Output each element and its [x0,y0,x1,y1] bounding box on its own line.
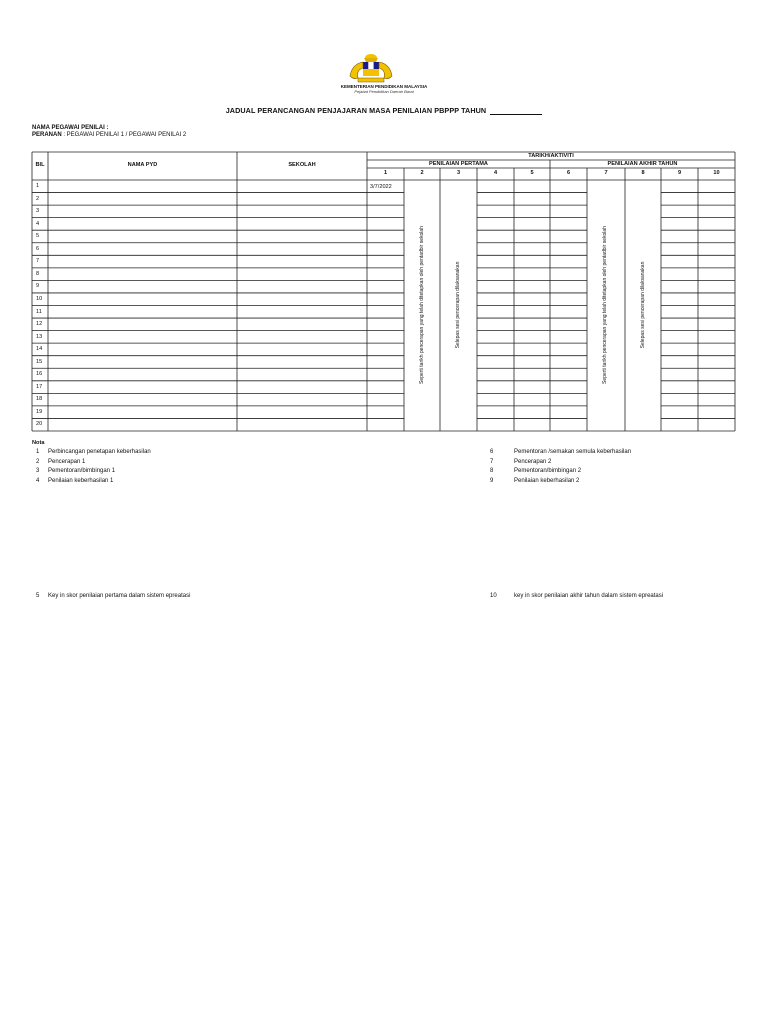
header-penilaian-pertama: PENILAIAN PERTAMA [429,161,488,167]
note-number: 4 [36,478,40,485]
column-number-1: 1 [383,170,388,176]
row-number-10: 10 [36,295,43,302]
row-number-13: 13 [36,333,43,340]
note-item-5 [36,592,190,600]
note-item-3 [36,467,115,475]
note-text: Penilaian keberhasilan 2 [514,478,580,485]
note-item-9 [490,477,579,485]
column-number-3: 3 [456,170,461,176]
row-number-7: 7 [36,258,40,265]
note-item-7 [490,458,551,466]
row-number-19: 19 [36,408,43,415]
column-number-4: 4 [493,170,498,176]
note-item-8 [490,467,581,475]
department-name: Pejabat Pendidikan Daerah Barat [354,89,414,94]
row-number-9: 9 [36,283,40,290]
column-number-5: 5 [530,170,534,176]
row-number-4: 4 [36,220,40,227]
note-text: Key in skor penilaian pertama dalam sistem epreatasi [48,593,191,599]
note-text: Pementoran /semakan semula keberhasilan [514,449,632,455]
note-number: 5 [36,593,40,599]
column-number-2: 2 [420,170,424,176]
row-number-14: 14 [36,346,43,353]
note-text: key in skor penilaian akhir tahun dalam sistem epreatasi [514,593,664,599]
note-number: 8 [490,468,494,475]
vertical-note-col2: Seperti tarikh pencerapan yang telah ditetapkan oleh pentadbir sekolah [419,226,425,384]
notes-heading: Nota [32,440,45,446]
peranan-label: PERANAN [32,132,62,138]
column-number-9: 9 [677,170,682,176]
row-number-18: 18 [36,396,43,403]
title-text: JADUAL PERANCANGAN PENJAJARAN MASA PENILAIAN PBPPP TAHUN [225,106,487,115]
note-number: 10 [490,593,497,599]
header-sekolah: SEKOLAH [288,162,316,168]
row-number-17: 17 [36,383,43,390]
note-number: 9 [490,478,494,485]
first-date-cell: 3/7/2022 [370,184,392,190]
header-penilaian-akhir-tahun: PENILAIAN AKHIR TAHUN [607,161,678,167]
nama-pegawai-label: NAMA PEGAWAI PENILAI : [32,125,109,131]
note-text: Pencerapan 1 [48,458,86,465]
note-text: Pementoran/bimbingan 1 [48,468,116,475]
column-number-8: 8 [641,170,645,176]
note-number: 2 [36,458,40,465]
note-item-2 [36,458,85,466]
ministry-name: KEMENTERIAN PENDIDIKAN MALAYSIA [340,84,428,89]
note-item-6 [490,448,631,456]
note-number: 3 [36,468,40,475]
row-number-2: 2 [36,195,40,202]
note-number: 6 [490,449,494,455]
header-tarikh-aktiviti: TARIKH/AKTIVITI [528,153,574,159]
row-number-5: 5 [36,233,40,240]
row-number-16: 16 [36,371,43,378]
note-number: 1 [36,449,40,455]
column-number-10: 10 [713,170,720,176]
peranan-value: : PEGAWAI PENILAI 1 / PEGAWAI PENILAI 2 [63,132,187,138]
column-number-7: 7 [604,170,608,176]
note-text: Pencerapan 2 [514,458,552,465]
column-number-6: 6 [566,170,571,176]
note-text: Penilaian keberhasilan 1 [48,478,114,485]
row-number-20: 20 [36,421,43,428]
vertical-note-col3: Selepas sesi pencerapan dilaksanakan [455,261,461,349]
row-number-1: 1 [36,183,40,189]
row-number-3: 3 [36,208,40,215]
note-number: 7 [490,458,494,465]
row-number-11: 11 [36,308,42,315]
header-nama-pyd: NAMA PYD [127,162,158,168]
note-text: Perbincangan penetapan keberhasilan [48,449,151,455]
row-number-12: 12 [36,321,43,328]
row-number-8: 8 [36,270,40,277]
vertical-note-col8: Selepas sesi pencerapan dilaksanakan [640,261,646,349]
note-item-1 [36,448,151,456]
row-number-15: 15 [36,358,43,365]
note-text: Pementoran/bimbingan 2 [514,468,582,475]
note-item-4 [36,477,113,485]
row-number-6: 6 [36,245,40,252]
header-bil: BIL [35,162,45,168]
note-item-10 [490,592,663,600]
vertical-note-col7: Seperti tarikh pencerapan yang telah ditetapkan oleh pentadbir sekolah [602,226,608,384]
